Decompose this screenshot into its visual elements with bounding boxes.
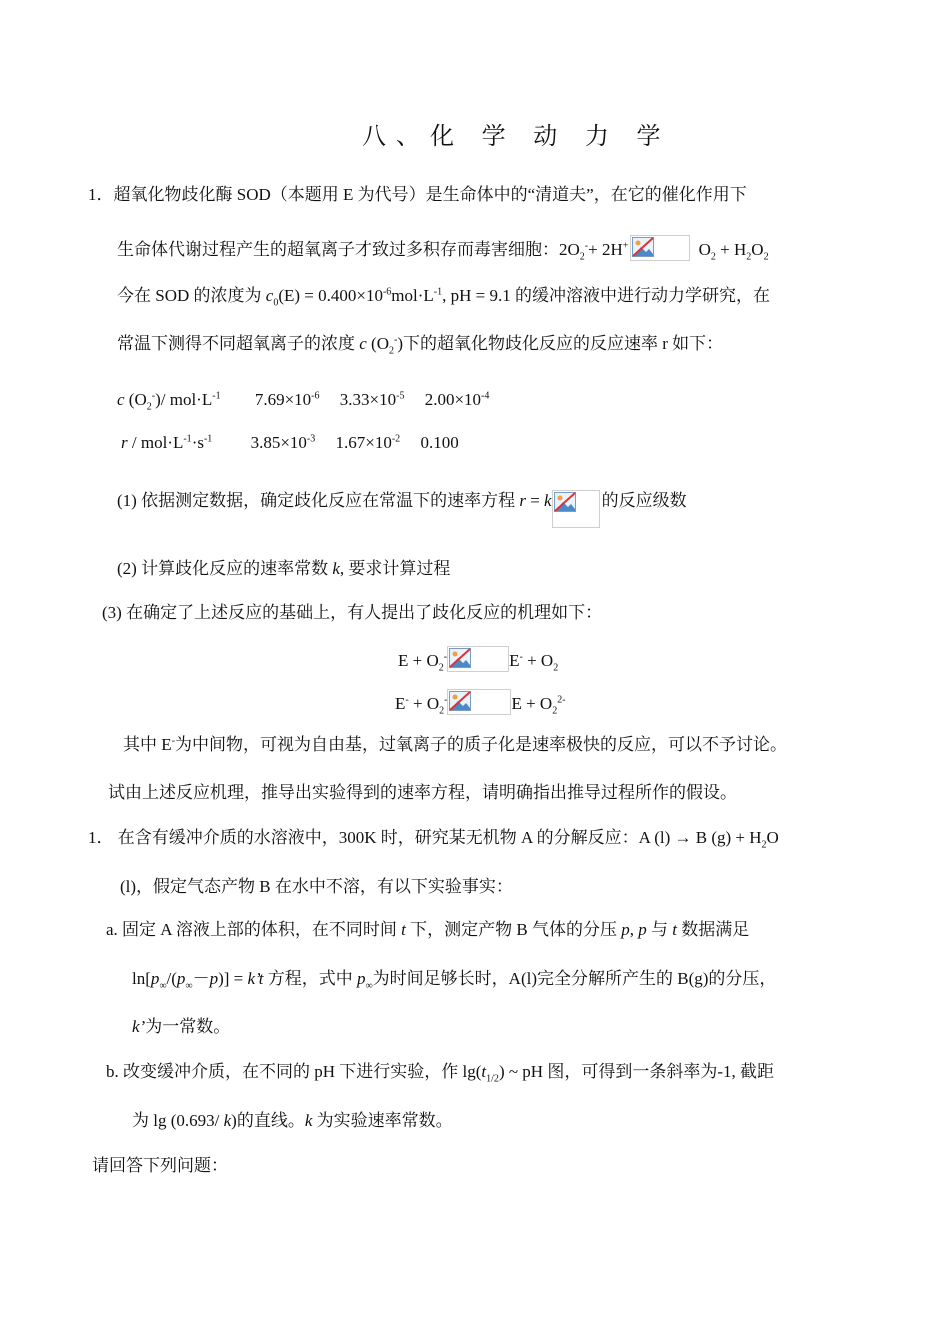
sub: 2 <box>552 705 558 717</box>
text: － <box>192 969 210 988</box>
text: p <box>209 969 219 988</box>
text: c <box>265 286 274 305</box>
text: )] = <box>218 969 248 988</box>
text: O <box>751 240 764 259</box>
sub: 2 <box>761 839 767 851</box>
text: 7.69×10 <box>254 390 312 409</box>
conc-row <box>117 389 489 411</box>
text: r <box>519 491 526 510</box>
text: 3.33×10 <box>339 390 397 409</box>
text: p <box>176 969 186 988</box>
sup: -3 <box>306 433 316 445</box>
table-cell <box>340 389 405 411</box>
broken-image-icon <box>447 689 511 715</box>
sup: -5 <box>396 390 405 402</box>
text: k <box>304 1111 313 1130</box>
sup: -2 <box>391 433 401 445</box>
q2-item-b-line2 <box>132 1110 453 1132</box>
text: (E) = 0.400×10 <box>278 286 383 305</box>
text: r <box>121 433 128 452</box>
text: 方程，式中 <box>263 969 358 988</box>
text: ) ~ pH 图，可得到一条斜率为-1, 截距 <box>498 1062 774 1081</box>
text: k <box>544 491 552 510</box>
q1-part2 <box>117 558 450 580</box>
text: + H <box>715 240 747 259</box>
sub: ∞ <box>365 980 373 992</box>
text: 3.85×10 <box>250 433 307 452</box>
text: + O <box>522 651 554 670</box>
text: t <box>672 920 677 939</box>
sub: 2 <box>439 705 445 717</box>
text: )的直线。 <box>231 1111 305 1130</box>
q1-line3 <box>117 285 770 307</box>
text: 数据满足 <box>676 920 750 939</box>
table-cell <box>425 389 490 411</box>
sub: 2 <box>710 251 716 263</box>
text: 为一常数。 <box>145 1017 231 1036</box>
text: mol·L <box>391 286 434 305</box>
text: (O <box>124 390 147 409</box>
table-cell <box>251 432 316 454</box>
text: , pH = 9.1 的缓冲溶液中进行动力学研究，在 <box>442 286 771 305</box>
text: 今在 SOD 的浓度为 <box>117 286 266 305</box>
text: E <box>509 651 520 670</box>
text: c <box>359 334 367 353</box>
text: , 要求计算过程 <box>339 559 451 578</box>
sup: - <box>443 651 448 663</box>
text: E + O <box>398 651 439 670</box>
text: /( <box>166 969 177 988</box>
sub: 2 <box>438 662 444 674</box>
sup: -4 <box>481 390 490 402</box>
q1-line2 <box>117 235 769 261</box>
table-cell <box>255 389 320 411</box>
text: t <box>401 920 406 939</box>
text: k <box>223 1111 232 1130</box>
sub: ∞ <box>159 980 167 992</box>
text: )下的超氧化物歧化反应的反应速率 r 如下： <box>397 334 724 353</box>
sup: - <box>405 694 409 706</box>
text: O <box>766 828 779 847</box>
text: b. 改变缓冲介质，在不同的 pH 下进行实验，作 lg( <box>106 1062 482 1081</box>
sup: - <box>584 240 589 252</box>
sup: - <box>444 694 448 706</box>
rate-row <box>121 432 459 454</box>
text: 0.100 <box>420 433 459 452</box>
sup: -1 <box>183 433 192 445</box>
sup: - <box>394 334 398 346</box>
broken-image-icon <box>552 490 600 528</box>
text: 下，测定产物 B 气体的分压 <box>405 920 622 939</box>
text: E <box>395 694 406 713</box>
page-title: 八、化 学 动 力 学 <box>362 122 671 150</box>
sup: - <box>519 651 523 663</box>
sup: - <box>171 735 175 747</box>
q1-line1: 1．超氧化物歧化酶 SOD（本题用 E 为代号）是生命体中的“清道夫”，在它的催化作用下 <box>88 185 747 204</box>
text: 为实验速率常数。 <box>312 1111 453 1130</box>
text: (1) 依据测定数据，确定歧化反应在常温下的速率方程 <box>117 491 520 510</box>
text: p <box>357 969 366 988</box>
text: / mol·L <box>127 433 184 452</box>
text: c <box>117 390 125 409</box>
text: E + O <box>511 694 553 713</box>
sub: 2 <box>553 662 559 674</box>
text: O <box>694 240 711 259</box>
q2-item-a-line1 <box>106 919 749 941</box>
q1-line4 <box>117 333 723 355</box>
text: 其中 E <box>123 735 172 754</box>
text: 的反应级数 <box>601 491 687 510</box>
broken-image-icon <box>447 646 509 672</box>
q2-ask: 请回答下列问题： <box>92 1156 228 1175</box>
text: ·s <box>191 433 204 452</box>
text: p <box>638 920 647 939</box>
q2-line1 <box>88 827 779 849</box>
mechanism-step2 <box>395 689 566 715</box>
q1-part3: (3) 在确定了上述反应的基础上，有人提出了歧化反应的机理如下： <box>102 603 603 622</box>
sub: 0 <box>273 297 279 309</box>
text: k’ <box>132 1017 146 1036</box>
text: p <box>150 969 160 988</box>
q2-item-a-line3 <box>132 1016 230 1038</box>
q1-note2: 试由上述反应机理，推导出实验得到的速率方程，请明确指出推导过程所作的假设。 <box>108 783 737 802</box>
sub: 2 <box>146 401 152 413</box>
sup: -6 <box>311 390 320 402</box>
sub: 2 <box>579 251 585 263</box>
text: t <box>481 1062 487 1081</box>
q1-part1 <box>117 490 687 528</box>
text: = <box>525 491 545 510</box>
q2-item-a-line2 <box>132 968 776 990</box>
text: 为 lg (0.693/ <box>132 1111 224 1130</box>
text: ln[ <box>132 969 151 988</box>
q2-item-b-line1 <box>106 1061 774 1083</box>
sub: 2 <box>763 251 769 263</box>
sup: -1 <box>212 390 221 402</box>
sup: -1 <box>433 286 443 298</box>
text: )/ mol·L <box>155 390 213 409</box>
sub: ∞ <box>185 980 193 992</box>
sub: 2 <box>746 251 752 263</box>
text: 生命体代谢过程产生的超氧离子才致过多积存而毒害细胞：2O <box>117 240 580 259</box>
text: 2.00×10 <box>424 390 482 409</box>
text: , <box>629 920 639 939</box>
sub: 1/2 <box>486 1073 499 1085</box>
table-cell <box>420 432 458 454</box>
text: k’t <box>247 969 264 988</box>
q1-note <box>123 734 787 756</box>
text: 常温下测得不同超氧离子的浓度 <box>117 334 360 353</box>
text: 与 <box>646 920 673 939</box>
text: a. 固定 A 溶液上部的体积，在不同时间 <box>106 920 402 939</box>
broken-image-icon <box>630 235 690 261</box>
text: 为时间足够长时，A(l)完全分解所产生的 B(g)的分压， <box>372 969 777 988</box>
text: 1.67×10 <box>335 433 392 452</box>
sup: - <box>151 390 156 402</box>
text: (O <box>366 334 389 353</box>
text: + 2H <box>588 240 623 259</box>
sup: 2- <box>557 694 566 706</box>
sup: -6 <box>382 286 392 298</box>
sup: -1 <box>203 433 213 445</box>
text: 1． 在含有缓冲介质的水溶液中，300K 时，研究某无机物 A 的分解反应：A (l) → B (g) + H <box>88 828 762 847</box>
sub: 2 <box>389 345 394 357</box>
sup: + <box>622 240 629 252</box>
text: p <box>621 920 630 939</box>
text: (2) 计算歧化反应的速率常数 <box>117 559 333 578</box>
q2-line2: (l)，假定气态产物 B 在水中不溶，有以下实验事实： <box>120 877 513 896</box>
text: 为中间物，可视为自由基，过氧离子的质子化是速率极快的反应，可以不予讨论。 <box>174 735 787 754</box>
text: k <box>332 559 340 578</box>
table-cell <box>336 432 401 454</box>
mechanism-step1 <box>398 646 558 672</box>
text: + O <box>408 694 440 713</box>
